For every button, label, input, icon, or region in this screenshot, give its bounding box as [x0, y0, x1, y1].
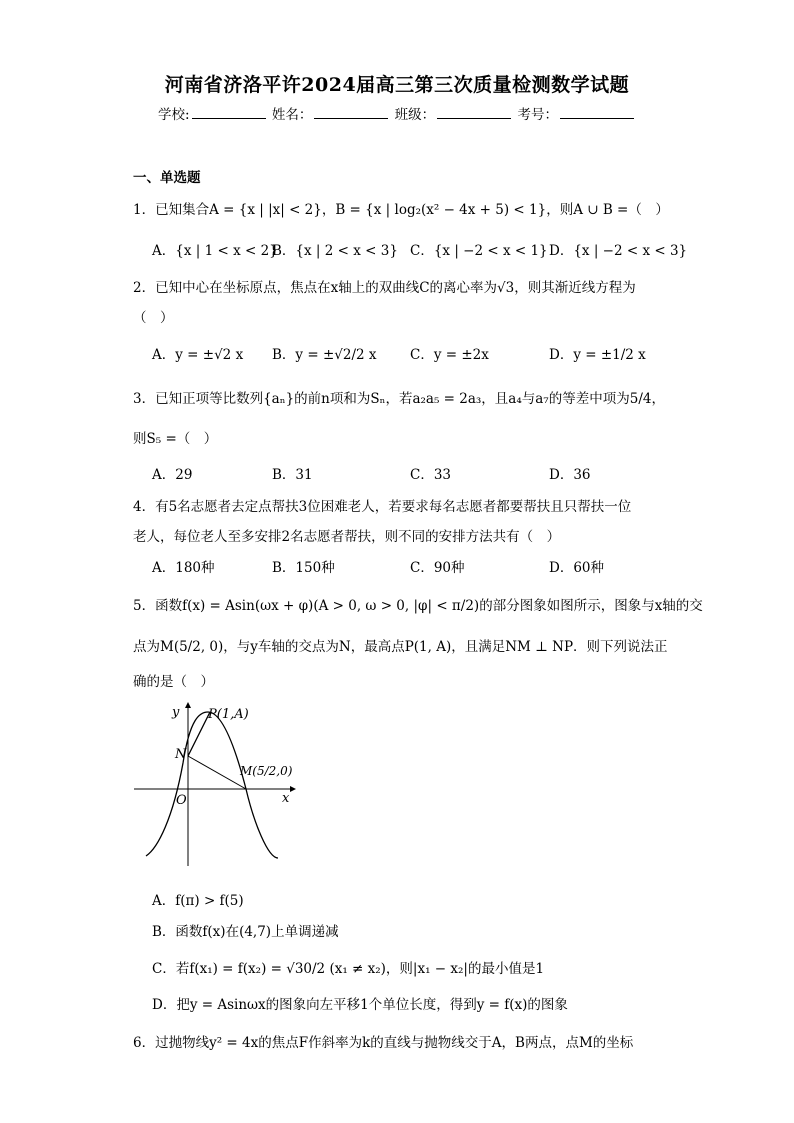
sine-graph-figure	[128, 698, 308, 870]
section-title: 一、单选题	[133, 170, 201, 186]
student-info-line	[0, 103, 794, 123]
q5-option-c: C．若f(x₁) = f(x₂) = √30/2 (x₁ ≠ x₂)，则|x₁ − x₂|的最小值是1	[152, 961, 545, 977]
question-4-stem-line2: 老人，每位老人至多安排2名志愿者帮扶，则不同的安排方法共有（ ）	[133, 529, 561, 545]
q1-option-b: B．{x | 2 < x < 3}	[272, 243, 398, 259]
q1-option-d: D．{x | −2 < x < 3}	[549, 243, 688, 259]
q3-option-d: D．36	[549, 467, 591, 483]
q1-option-c: C．{x | −2 < x < 1}	[410, 243, 548, 259]
label-y: y	[172, 705, 180, 720]
q2-option-c: C．y = ±2x	[410, 347, 489, 363]
q5-option-b: B．函数f(x)在(4,7)上单调递减	[152, 924, 339, 940]
name-label: 姓名：	[271, 107, 313, 123]
label-o: O	[176, 793, 187, 808]
q1-option-a: A．{x | 1 < x < 2}	[152, 243, 278, 259]
label-n: N	[175, 747, 187, 762]
question-3-stem-line1: 3．已知正项等比数列{aₙ}的前n项和为Sₙ，若a₂a₅ = 2a₃，且a₄与a₇的等差中项为5/4，	[133, 391, 665, 407]
label-p: P(1,A)	[208, 707, 249, 722]
q2-option-b: B．y = ±√2/2 x	[272, 347, 377, 363]
q3-option-c: C．33	[410, 467, 452, 483]
exam-no-label: 考号：	[517, 107, 558, 123]
q2-option-d: D．y = ±1/2 x	[549, 347, 646, 363]
class-blank[interactable]	[437, 106, 511, 119]
q3-option-a: A．29	[152, 467, 193, 483]
question-6-stem-line1: 6．过抛物线y² = 4x的焦点F作斜率为k的直线与抛物线交于A，B两点，点M的坐标	[133, 1035, 634, 1051]
q2-option-a: A．y = ±√2 x	[152, 347, 244, 363]
segment-nm	[188, 756, 246, 789]
question-1-stem: 1．已知集合A = {x | |x| < 2}，B = {x | log₂(x² − 4x + 5) < 1}，则A ∪ B =（ ）	[133, 202, 669, 218]
segment-np	[188, 712, 210, 756]
q5-option-d: D．把y = Asinωx的图象向左平移1个单位长度，得到y = f(x)的图象	[152, 997, 568, 1013]
class-label: 班级：	[394, 107, 436, 123]
q3-option-b: B．31	[272, 467, 313, 483]
q4-option-a: A．180种	[152, 560, 215, 576]
question-2-stem-line2: （ ）	[133, 310, 174, 326]
question-5-stem-line3: 确的是（ ）	[133, 674, 214, 690]
label-x: x	[282, 791, 290, 806]
page-title: 河南省济洛平许2024届高三第三次质量检测数学试题	[164, 74, 630, 96]
school-label: 学校:	[158, 107, 190, 123]
question-5-stem-line1: 5．函数f(x) = Asin(ωx + φ)(A > 0, ω > 0, |φ| < π/2)的部分图象如图所示，图象与x轴的交	[133, 598, 703, 614]
question-4-stem-line1: 4．有5名志愿者去定点帮扶3位困难老人，若要求每名志愿者都要帮扶且只帮扶一位	[133, 499, 632, 515]
sine-curve	[146, 712, 278, 858]
name-blank[interactable]	[314, 106, 388, 119]
x-axis-arrow	[290, 786, 296, 792]
q4-option-c: C．90种	[410, 560, 465, 576]
question-5-stem-line2: 点为M(5/2, 0)，与y车轴的交点为N，最高点P(1, A)，且满足NM ⊥ NP．则下列说法正	[133, 639, 668, 655]
question-3-stem-line2: 则S₅ =（ ）	[133, 431, 218, 447]
q4-option-d: D．60种	[549, 560, 605, 576]
label-m: M(5/2,0)	[240, 764, 293, 778]
exam-no-blank[interactable]	[560, 106, 634, 119]
school-blank[interactable]	[192, 106, 266, 119]
q4-option-b: B．150种	[272, 560, 335, 576]
q5-option-a: A．f(π) > f(5)	[152, 893, 244, 909]
y-axis-arrow	[185, 702, 191, 708]
question-2-stem-line1: 2．已知中心在坐标原点，焦点在x轴上的双曲线C的离心率为√3，则其渐近线方程为	[133, 280, 636, 296]
